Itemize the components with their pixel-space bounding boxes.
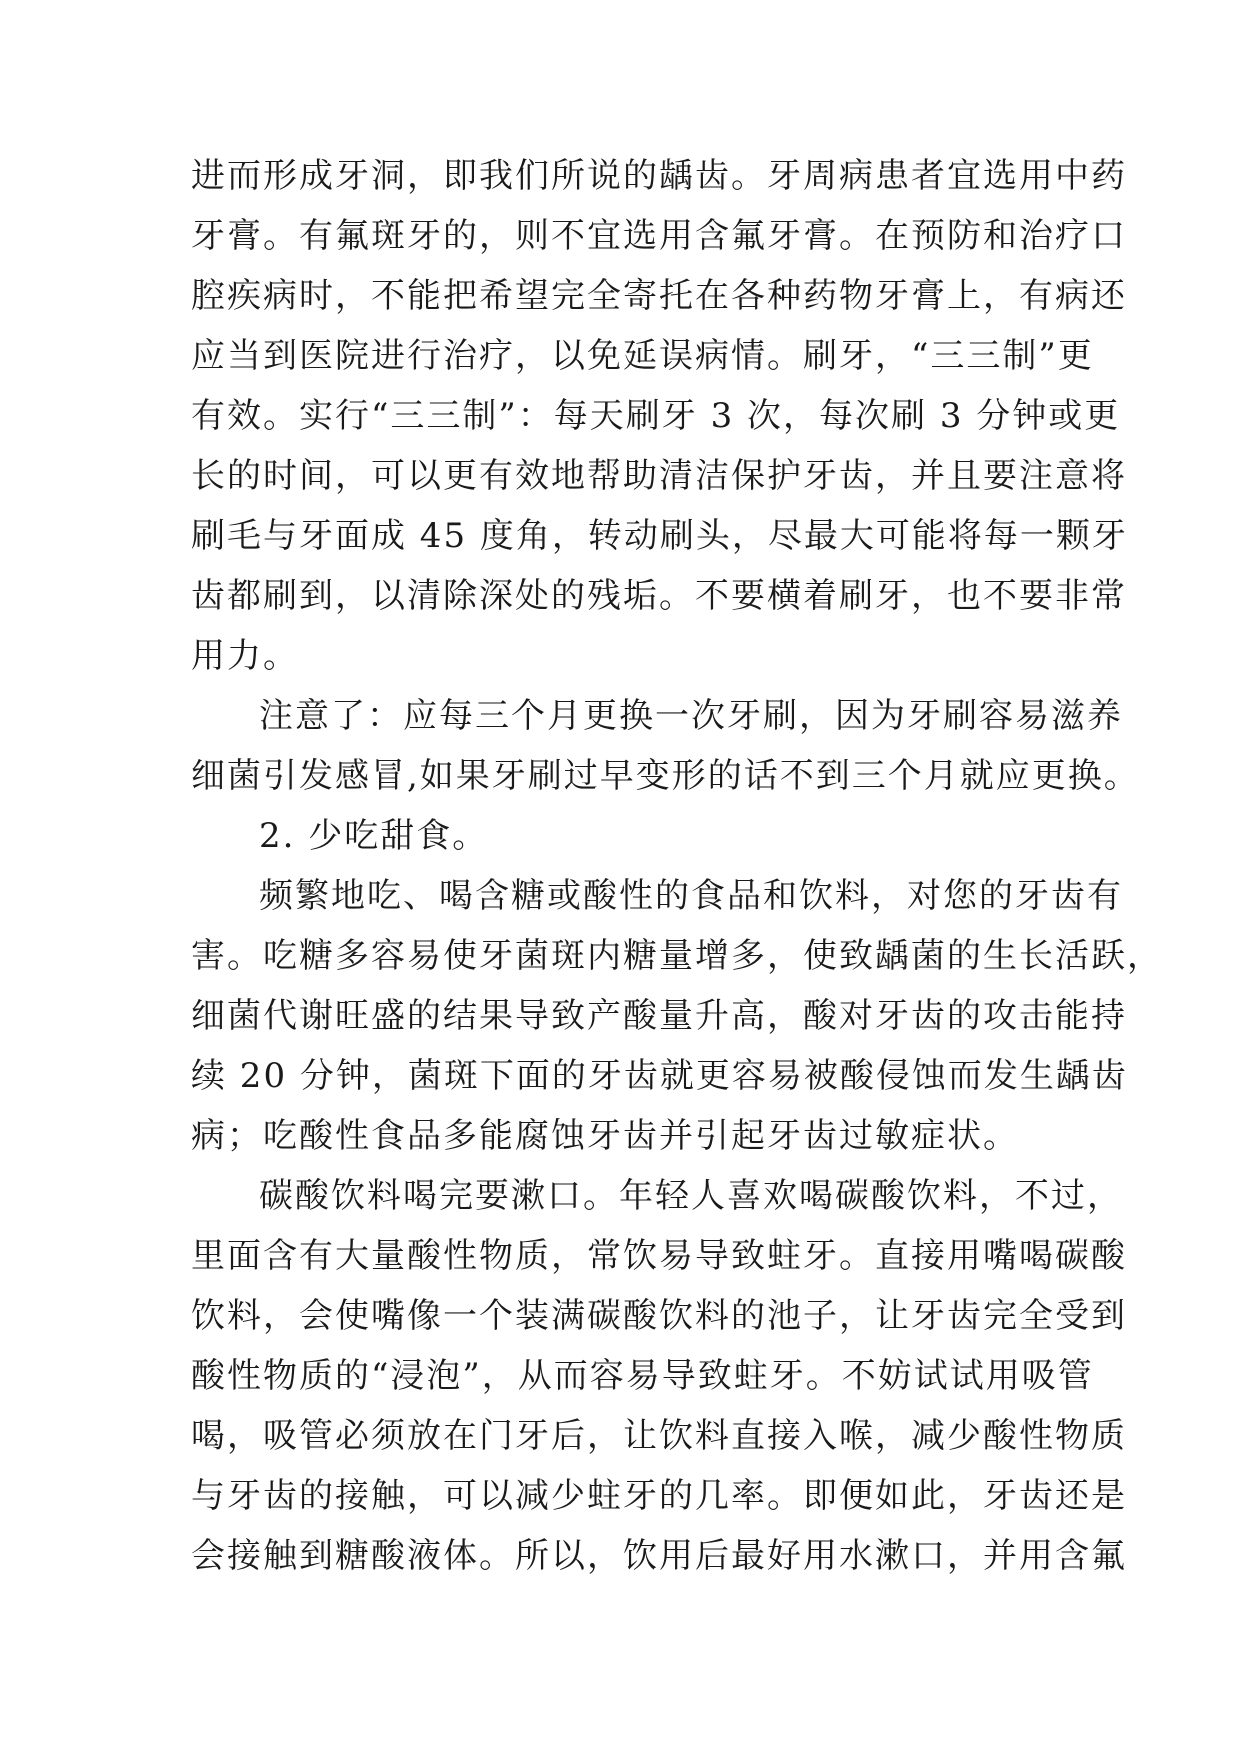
text-line: 2. 少吃甜食。 xyxy=(259,816,489,856)
text-line: 饮料，会使嘴像一个装满碳酸饮料的池子，让牙齿完全受到 xyxy=(191,1296,1127,1336)
text-line: 喝，吸管必须放在门牙后，让饮料直接入喉，减少酸性物质 xyxy=(191,1416,1127,1456)
text-line: 齿都刷到，以清除深处的残垢。不要横着刷牙，也不要非常 xyxy=(191,576,1127,616)
text-line: 有效。实行“三三制”：每天刷牙 3 次，每次刷 3 分钟或更 xyxy=(191,396,1121,436)
text-line: 刷毛与牙面成 45 度角，转动刷头，尽最大可能将每一颗牙 xyxy=(191,516,1128,556)
text-line: 酸性物质的“浸泡”，从而容易导致蛀牙。不妨试试用吸管 xyxy=(191,1356,1094,1396)
text-line: 应当到医院进行治疗，以免延误病情。刷牙，“三三制”更 xyxy=(191,336,1094,376)
text-line: 会接触到糖酸液体。所以，饮用后最好用水漱口，并用含氟 xyxy=(191,1536,1127,1576)
body-text xyxy=(191,146,1163,1586)
text-line: 进而形成牙洞，即我们所说的龋齿。牙周病患者宜选用中药 xyxy=(191,156,1127,196)
text-line: 用力。 xyxy=(191,636,299,676)
text-line: 腔疾病时，不能把希望完全寄托在各种药物牙膏上，有病还 xyxy=(191,276,1127,316)
text-line: 注意了：应每三个月更换一次牙刷，因为牙刷容易滋养 xyxy=(259,696,1123,736)
text-line: 里面含有大量酸性物质，常饮易导致蛀牙。直接用嘴喝碳酸 xyxy=(191,1236,1127,1276)
text-line: 长的时间，可以更有效地帮助清洁保护牙齿，并且要注意将 xyxy=(191,456,1127,496)
text-line: 频繁地吃、喝含糖或酸性的食品和饮料，对您的牙齿有 xyxy=(259,876,1123,916)
text-line: 细菌代谢旺盛的结果导致产酸量升高，酸对牙齿的攻击能持 xyxy=(191,996,1127,1036)
text-line: 病；吃酸性食品多能腐蚀牙齿并引起牙齿过敏症状。 xyxy=(191,1116,1019,1156)
text-line: 碳酸饮料喝完要漱口。年轻人喜欢喝碳酸饮料，不过， xyxy=(259,1176,1123,1216)
text-line: 牙膏。有氟斑牙的，则不宜选用含氟牙膏。在预防和治疗口 xyxy=(191,216,1127,256)
text-line: 与牙齿的接触，可以减少蛀牙的几率。即便如此，牙齿还是 xyxy=(191,1476,1127,1516)
text-line: 害。吃糖多容易使牙菌斑内糖量增多，使致龋菌的生长活跃， xyxy=(191,936,1163,976)
text-line: 续 20 分钟，菌斑下面的牙齿就更容易被酸侵蚀而发生龋齿 xyxy=(191,1056,1128,1096)
text-line: 细菌引发感冒,如果牙刷过早变形的话不到三个月就应更换。 xyxy=(191,756,1140,796)
